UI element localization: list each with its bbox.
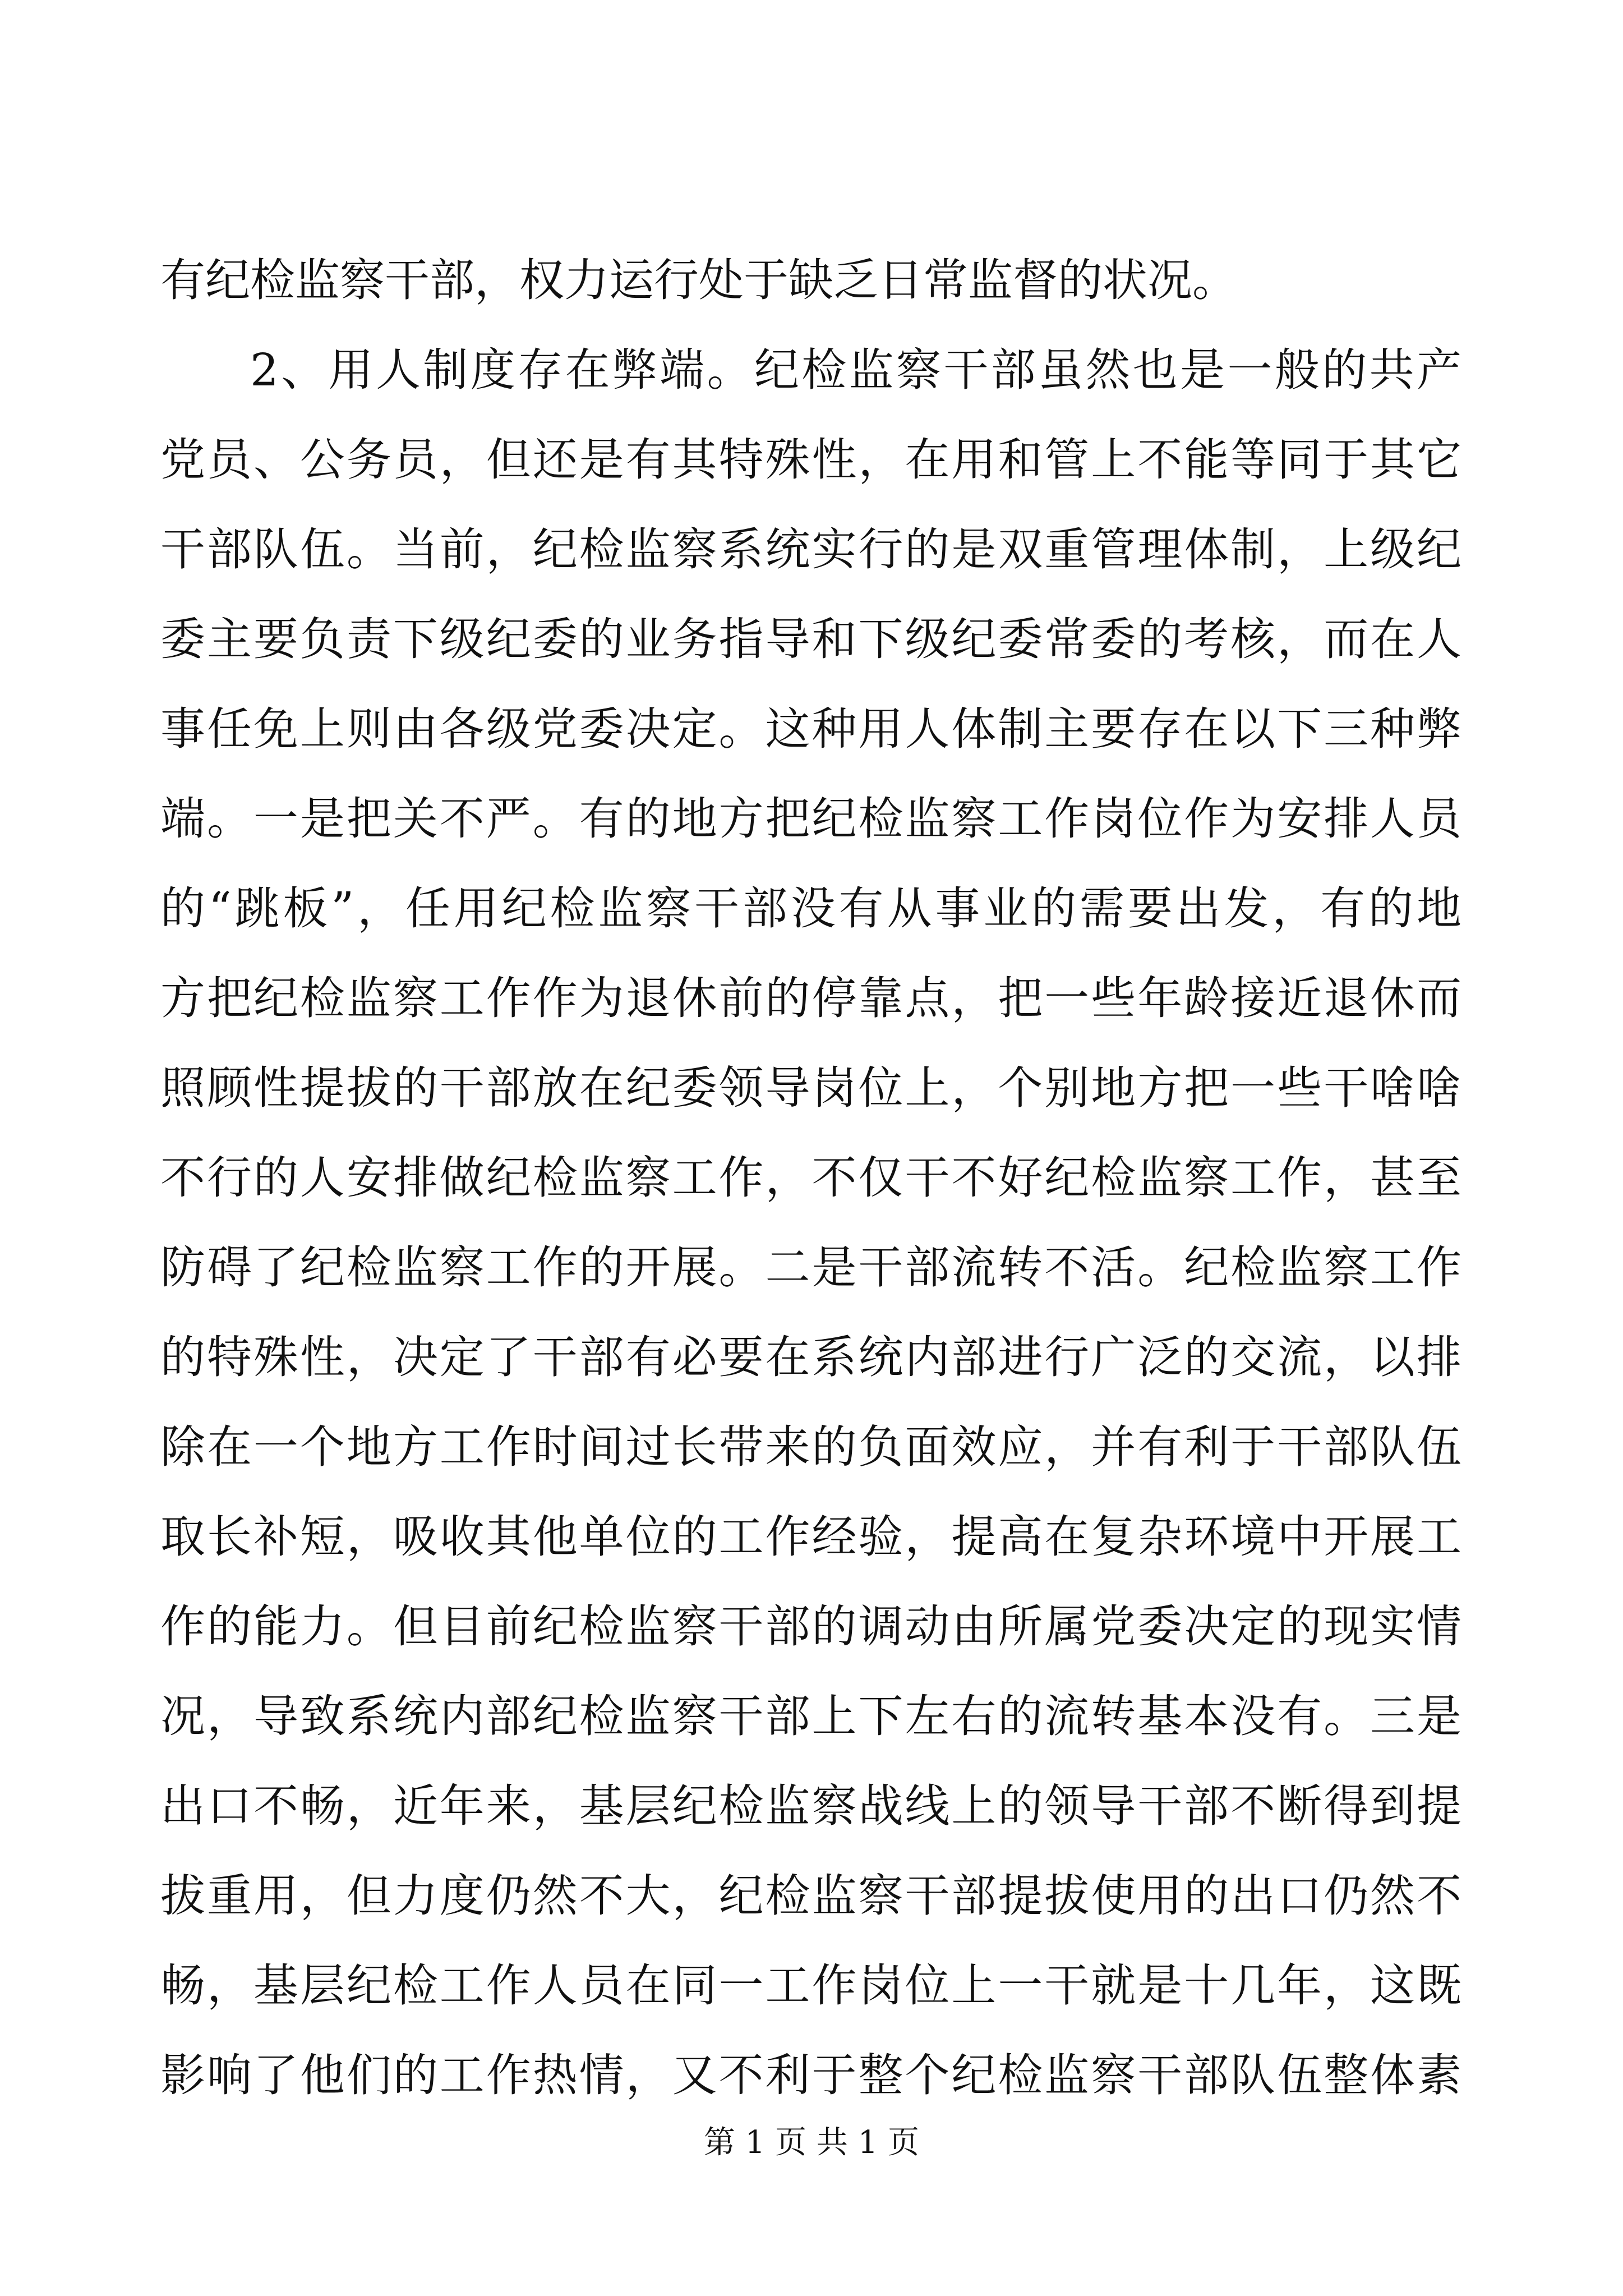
text-line-1: 有纪检监察干部，权力运行处于缺乏日常监督的状况。 — [160, 254, 1237, 306]
text-line-6: 事任免上则由各级党委决定。这种用人体制主要存在以下三种弊 — [160, 703, 1461, 755]
text-line-5: 委主要负责下级纪委的业务指导和下级纪委常委的考核，而在人 — [160, 613, 1461, 665]
text-line-13: 的特殊性，决定了干部有必要在系统内部进行广泛的交流，以排 — [160, 1331, 1461, 1383]
page-footer: 第 1 页 共 1 页 — [703, 2124, 920, 2161]
text-line-19: 拔重用，但力度仍然不大，纪检监察干部提拔使用的出口仍然不 — [160, 1870, 1461, 1922]
text-line-11: 不行的人安排做纪检监察工作，不仅干不好纪检监察工作，甚至 — [160, 1152, 1461, 1204]
text-line-4: 干部队伍。当前，纪检监察系统实行的是双重管理体制，上级纪 — [160, 523, 1461, 576]
text-line-9: 方把纪检监察工作作为退休前的停靠点，把一些年龄接近退休而 — [160, 972, 1461, 1024]
text-line-18: 出口不畅，近年来，基层纪检监察战线上的领导干部不断得到提 — [160, 1780, 1461, 1832]
text-line-7: 端。一是把关不严。有的地方把纪检监察工作岗位作为安排人员 — [160, 793, 1461, 845]
text-line-12: 防碍了纪检监察工作的开展。二是干部流转不活。纪检监察工作 — [160, 1241, 1461, 1294]
text-line-16: 作的能力。但目前纪检监察干部的调动由所属党委决定的现实情 — [160, 1600, 1461, 1653]
text-line-8: 的“跳板”，任用纪检监察干部没有从事业的需要出发，有的地 — [160, 882, 1461, 935]
text-line-21: 影响了他们的工作热情，又不利于整个纪检监察干部队伍整体素 — [160, 2049, 1461, 2101]
text-line-14: 除在一个地方工作时间过长带来的负面效应，并有利于干部队伍 — [160, 1421, 1461, 1473]
text-line-10: 照顾性提拔的干部放在纪委领导岗位上，个别地方把一些干啥啥 — [160, 1062, 1461, 1114]
text-line-3: 党员、公务员，但还是有其特殊性，在用和管上不能等同于其它 — [160, 434, 1461, 486]
text-line-15: 取长补短，吸收其他单位的工作经验，提高在复杂环境中开展工 — [160, 1511, 1461, 1563]
text-line-2: 2、用人制度存在弊端。纪检监察干部虽然也是一般的共产 — [250, 344, 1461, 396]
text-line-17: 况，导致系统内部纪检监察干部上下左右的流转基本没有。三是 — [160, 1690, 1461, 1742]
text-line-20: 畅，基层纪检工作人员在同一工作岗位上一干就是十几年，这既 — [160, 1959, 1461, 2012]
